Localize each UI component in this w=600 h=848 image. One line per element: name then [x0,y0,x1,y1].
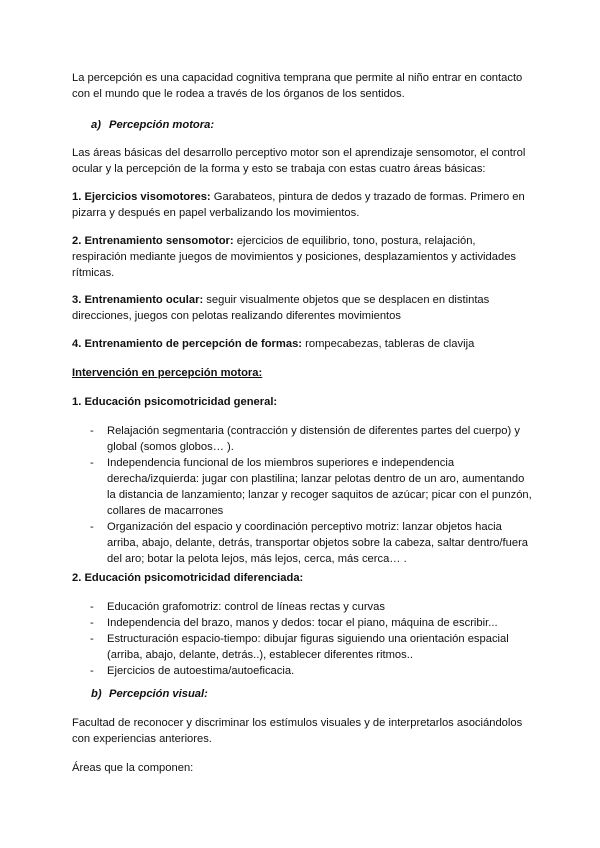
list-item: - Ejercicios de autoestima/autoeficacia. [90,663,536,679]
area-2-title: 2. Entrenamiento sensomotor: [72,235,234,247]
area-4-title: 4. Entrenamiento de percepción de formas: [72,338,303,350]
list-item: - Relajación segmentaria (contracción y distensión de diferentes partes del cuerpo) y global (somos globos… ). [90,423,536,455]
area-2-paragraph [72,233,532,281]
area-3-title: 3. Entrenamiento ocular: [72,294,204,306]
section-b-label: b) [91,688,102,700]
general-list [90,423,536,567]
differentiated-heading: 2. Educación psicomotricidad diferenciada: [72,572,304,584]
general-heading: 1. Educación psicomotricidad general: [72,396,278,408]
visual-definition-paragraph: Facultad de reconocer y discriminar los estímulos visuales y de interpretarlos asociándolos con experiencias anteriores. [72,717,523,745]
section-a-title: Percepción motora: [109,119,215,131]
section-b-heading [91,686,208,702]
area-1-text: Garabateos, pintura de dedos y trazado de formas. Primero en pizarra y después en papel verbalizando los movimientos. [72,191,525,219]
intervention-heading [72,365,532,381]
intro-paragraph: La percepción es una capacidad cognitiva temprana que permite al niño entrar en contacto con el mundo que le rodea a través de los órganos de los sentidos. [72,72,523,100]
list-item: - Organización del espacio y coordinación perceptivo motriz: lanzar objetos hacia arriba, abajo, delante, detrás, transportar objetos sobre la cabeza, saltar dentro/fuera del aro; botar la pelota lejos, más lejos, cerca, más cerca… . [90,519,536,567]
section-a-label: a) [91,119,101,131]
section-a-heading [91,117,214,133]
area-1-title: 1. Ejercicios visomotores: [72,191,211,203]
area-3-text: seguir visualmente objetos que se desplacen en distintas direcciones, juegos con pelotas realizando diferentes movimientos [72,294,490,322]
list-item: - Educación grafomotriz: control de líneas rectas y curvas [90,599,536,615]
intervention-heading-text: Intervención en percepción motora: [72,367,263,379]
list-item: - Estructuración espacio-tiempo: dibujar figuras siguiendo una orientación espacial (arriba, abajo, delante, detrás..), establecer diferentes ritmos.. [90,631,536,663]
area-3-paragraph [72,292,532,324]
area-4-text: rompecabezas, tableras de clavija [302,338,475,350]
differentiated-list [90,599,536,679]
area-1-paragraph [72,189,532,221]
list-item: - Independencia del brazo, manos y dedos: tocar el piano, máquina de escribir... [90,615,536,631]
list-item: - Independencia funcional de los miembros superiores e independencia derecha/izquierda: jugar con plastilina; lanzar pelotas dentro de un aro, aumentando la distancia de lanzamiento; lanzar y recoger saquitos de azúcar; picar con el punzón, collares de macarrones [90,455,536,519]
section-b-title: Percepción visual: [109,688,208,700]
areas-intro-paragraph: Las áreas básicas del desarrollo perceptivo motor son el aprendizaje sensomotor, el control ocular y la percepción de la forma y esto se trabaja con estas cuatro áreas básicas: [72,147,526,175]
area-4-paragraph [72,336,532,352]
areas-components-line: Áreas que la componen: [72,762,194,774]
area-2-text: ejercicios de equilibrio, tono, postura, relajación, respiración mediante juegos de movimientos y posiciones, desplazamientos y actividades rítmicas. [72,235,517,279]
